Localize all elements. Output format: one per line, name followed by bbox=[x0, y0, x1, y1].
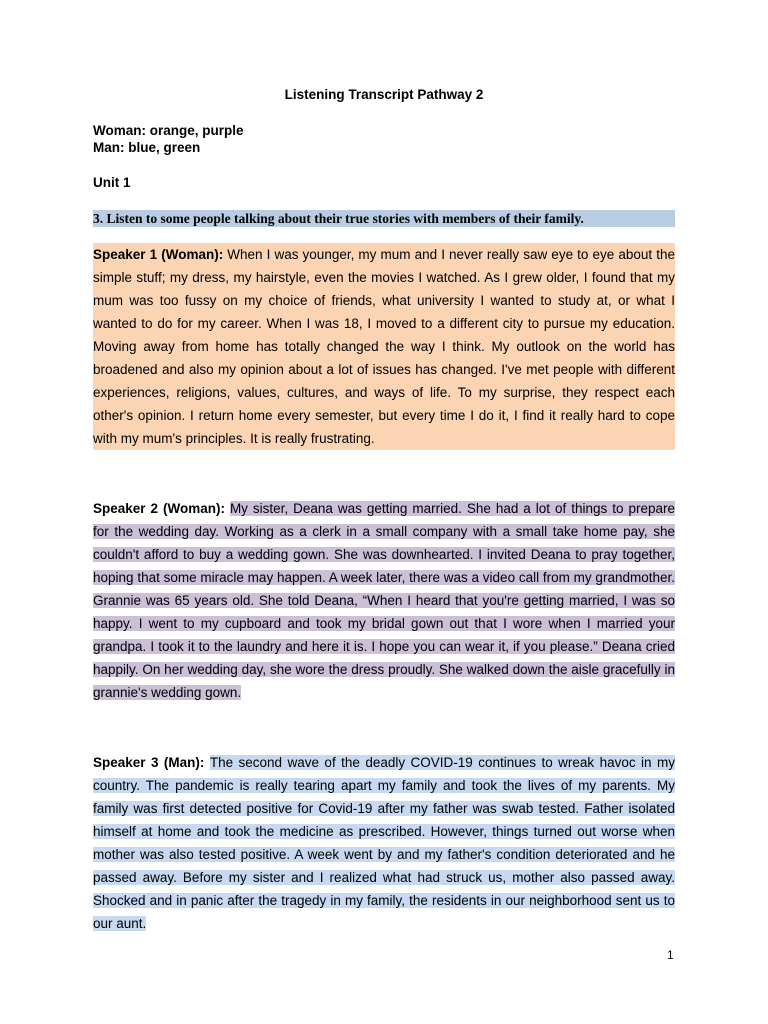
document-title: Listening Transcript Pathway 2 bbox=[284, 87, 484, 102]
speaker-1-label: Speaker 1 (Woman): bbox=[93, 247, 228, 262]
speaker-2-label: Speaker 2 (Woman): bbox=[93, 501, 230, 516]
legend-woman: Woman: orange, purple bbox=[93, 123, 244, 138]
unit-heading: Unit 1 bbox=[93, 175, 131, 190]
speaker-1-text: When I was younger, my mum and I never really saw eye to eye about the simple stuff; my dress, my hairstyle, even the movies I watched. As I grew older, I found that my mum was too fussy on my choice of friends, what university I wanted to study at, or what I wanted to do for my career. When I was 18, I moved to a different city to pursue my education. Moving away from home has totally changed the way I think. My outlook on the world has broadened and also my opinion about a lot of issues has changed. I've met people with different experiences, religions, values, cultures, and ways of life. To my surprise, they respect each other's opinion. I return home every semester, but every time I do it, I find it really hard to cope with my mum's principles. It is really frustrating. bbox=[93, 247, 675, 446]
legend-man: Man: blue, green bbox=[93, 140, 201, 155]
speaker-2-paragraph bbox=[93, 497, 675, 704]
speaker-2-text: My sister, Deana was getting married. She had a lot of things to prepare for the wedding day. Working as a clerk in a small company with a small take home pay, she couldn't afford to buy a wedding gown. She was downhearted. I invited Deana to pray together, hoping that some miracle may happen. A week later, there was a video call from my grandmother. Grannie was 65 years old. She told Deana, “When I heard that you're getting married, I was so happy. I went to my cupboard and took my bridal gown out that I wore when I married your grandpa. I took it to the laundry and here it is. I hope you can wear it, if you please.” Deana cried happily. On her wedding day, she wore the dress proudly. She walked down the aisle gracefully in grannie's wedding gown. bbox=[93, 501, 675, 700]
speaker-3-label: Speaker 3 (Man): bbox=[93, 755, 210, 770]
speaker-3-paragraph bbox=[93, 751, 675, 935]
speaker-3-text: The second wave of the deadly COVID-19 continues to wreak havoc in my country. The pandemic is really tearing apart my family and took the lives of my parents. My family was first detected positive for Covid-19 after my father was swab tested. Father isolated himself at home and took the medicine as prescribed. However, things turned out worse when mother was also tested positive. A week went by and my father's condition deteriorated and he passed away. Before my sister and I realized what had struck us, mother also passed away. Shocked and in panic after the tragedy in my family, the residents in our neighborhood sent us to our aunt. bbox=[93, 755, 675, 931]
speaker-1-paragraph bbox=[93, 243, 675, 450]
task-instruction: 3. Listen to some people talking about their true stories with members of their family. bbox=[93, 210, 675, 227]
page-number: 1 bbox=[667, 948, 674, 962]
color-legend bbox=[93, 122, 244, 156]
